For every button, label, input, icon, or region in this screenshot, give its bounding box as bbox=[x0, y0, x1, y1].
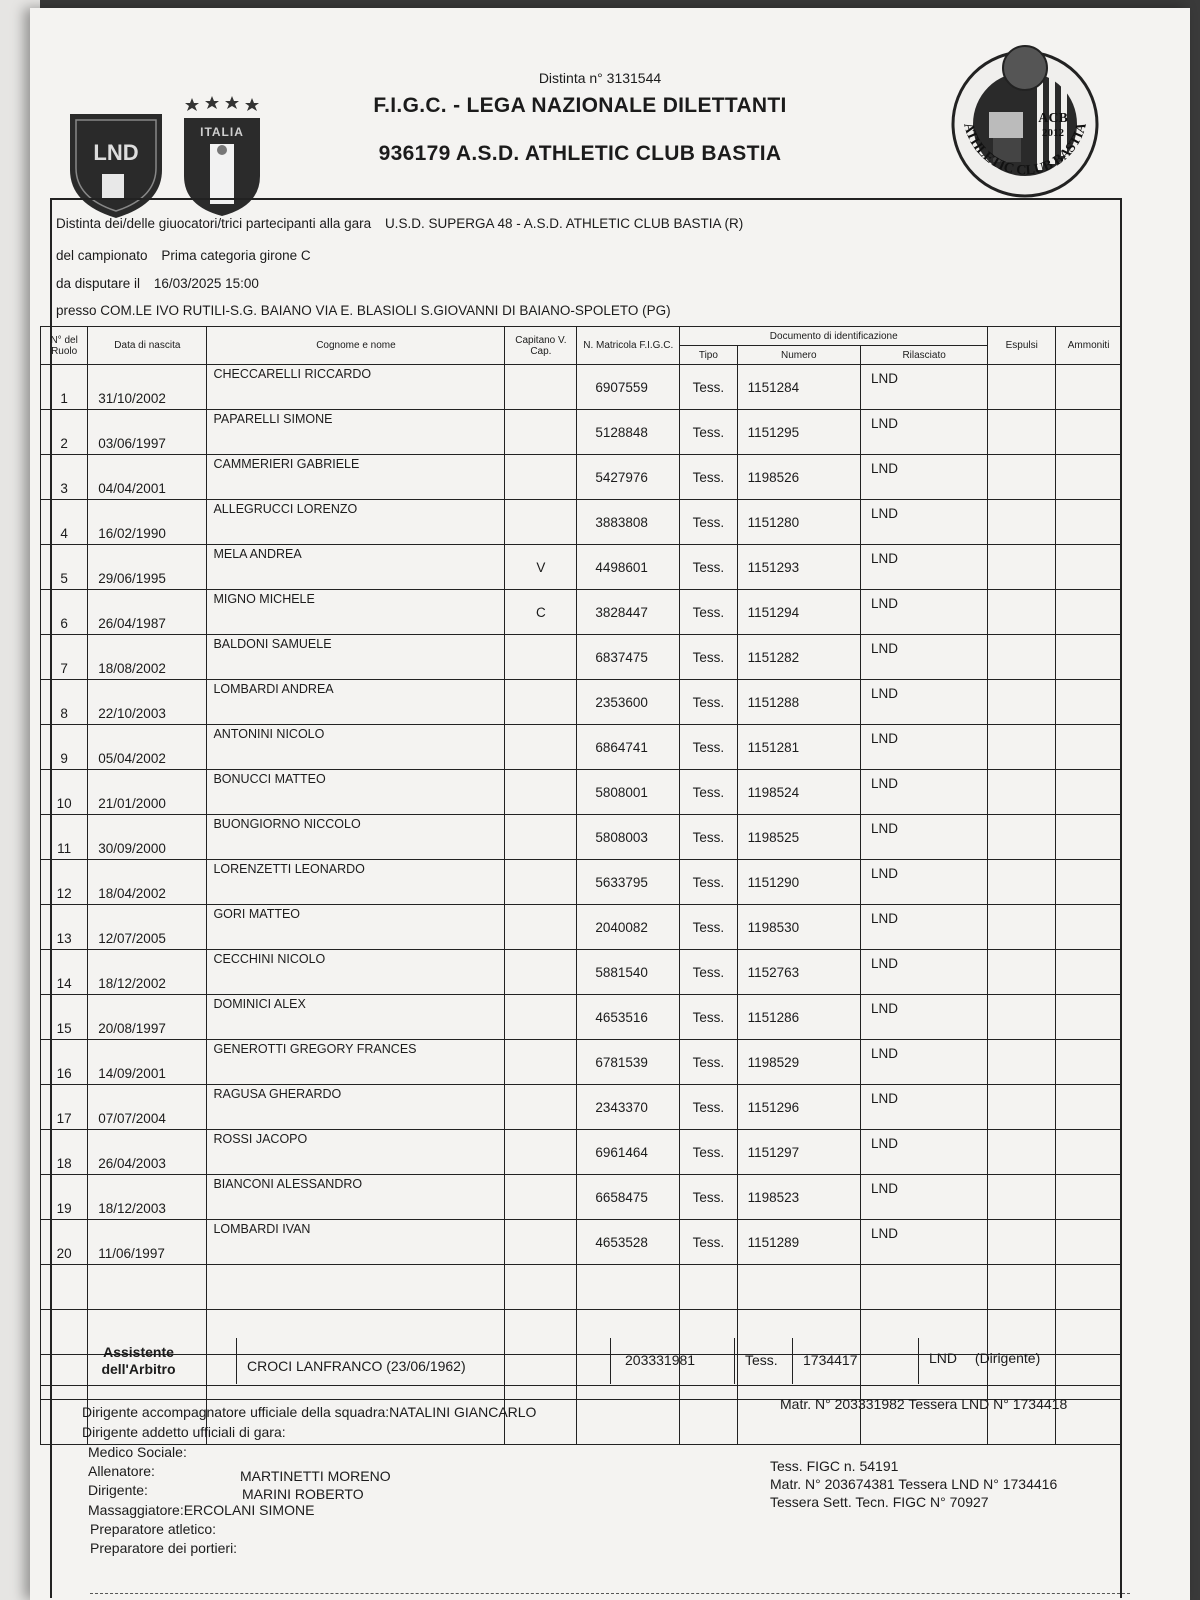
player-name: MELA ANDREA bbox=[207, 545, 505, 590]
player-espulsi-cell bbox=[988, 1265, 1056, 1310]
player-name: LOMBARDI ANDREA bbox=[207, 680, 505, 725]
player-name: BONUCCI MATTEO bbox=[207, 770, 505, 815]
player-role-number: 3 bbox=[41, 455, 88, 500]
player-matricola: 2343370 bbox=[577, 1085, 680, 1130]
player-doc-type: Tess. bbox=[680, 635, 738, 680]
player-doc-type: Tess. bbox=[680, 815, 738, 860]
col-header-document: Documento di identificazione bbox=[680, 327, 988, 346]
player-doc-type: Tess. bbox=[680, 725, 738, 770]
staff-matr-dirigente: Matr. N° 203674381 Tessera LND N° 1734416 bbox=[770, 1476, 1058, 1492]
player-captain-mark bbox=[505, 1085, 577, 1130]
player-captain-mark bbox=[505, 455, 577, 500]
assistant-issuer-text: LND bbox=[929, 1350, 958, 1366]
player-ammoniti-cell bbox=[1056, 950, 1122, 995]
player-role-number: 20 bbox=[41, 1220, 88, 1265]
player-role-number: 16 bbox=[41, 1040, 88, 1085]
player-captain-mark bbox=[505, 770, 577, 815]
col-header-matricola: N. Matricola F.I.G.C. bbox=[577, 327, 680, 365]
player-birth-date: 05/04/2002 bbox=[88, 725, 207, 770]
player-doc-number bbox=[737, 1265, 860, 1310]
player-name: RAGUSA GHERARDO bbox=[207, 1085, 505, 1130]
player-doc-issuer: LND bbox=[860, 950, 987, 995]
player-espulsi-cell bbox=[988, 1175, 1056, 1220]
player-doc-number: 1198530 bbox=[737, 905, 860, 950]
staff-allenatore-label: Allenatore: bbox=[88, 1463, 155, 1479]
player-captain-mark: C bbox=[505, 590, 577, 635]
player-ammoniti-cell bbox=[1056, 770, 1122, 815]
player-birth-date: 07/07/2004 bbox=[88, 1085, 207, 1130]
player-role-number bbox=[41, 1265, 88, 1310]
player-captain-mark bbox=[505, 680, 577, 725]
player-doc-type: Tess. bbox=[680, 410, 738, 455]
player-role-number: 19 bbox=[41, 1175, 88, 1220]
staff-prep-atletico: Preparatore atletico: bbox=[90, 1521, 217, 1537]
player-captain-mark bbox=[505, 905, 577, 950]
col-header-name: Cognome e nome bbox=[207, 327, 505, 365]
player-doc-number: 1151288 bbox=[737, 680, 860, 725]
player-matricola: 6961464 bbox=[577, 1130, 680, 1175]
player-matricola: 4653516 bbox=[577, 995, 680, 1040]
player-doc-number: 1198523 bbox=[737, 1175, 860, 1220]
assistant-role: (Dirigente) bbox=[974, 1350, 1041, 1366]
player-captain-mark: V bbox=[505, 545, 577, 590]
table-row bbox=[41, 455, 1122, 500]
player-matricola: 4498601 bbox=[577, 545, 680, 590]
player-ammoniti-cell bbox=[1056, 455, 1122, 500]
player-ammoniti-cell bbox=[1056, 905, 1122, 950]
player-doc-type: Tess. bbox=[680, 1040, 738, 1085]
player-doc-type: Tess. bbox=[680, 365, 738, 410]
player-doc-number: 1198529 bbox=[737, 1040, 860, 1085]
staff-dirigente-label: Dirigente: bbox=[88, 1482, 148, 1498]
player-doc-number: 1152763 bbox=[737, 950, 860, 995]
col-header-ammoniti: Ammoniti bbox=[1056, 327, 1122, 365]
player-doc-number: 1151282 bbox=[737, 635, 860, 680]
player-matricola: 2353600 bbox=[577, 680, 680, 725]
venue: presso COM.LE IVO RUTILI-S.G. BAIANO VIA E. BLASIOLI S.GIOVANNI DI BAIANO-SPOLETO (PG) bbox=[56, 303, 671, 318]
player-matricola: 5128848 bbox=[577, 410, 680, 455]
player-name: BUONGIORNO NICCOLO bbox=[207, 815, 505, 860]
player-captain-mark bbox=[505, 725, 577, 770]
player-matricola: 4653528 bbox=[577, 1220, 680, 1265]
player-role-number: 9 bbox=[41, 725, 88, 770]
acb-year: 2012 bbox=[1042, 127, 1064, 139]
table-row bbox=[41, 590, 1122, 635]
match-date-line bbox=[56, 276, 259, 291]
assistant-issuer bbox=[919, 1338, 1123, 1384]
player-birth-date: 16/02/1990 bbox=[88, 500, 207, 545]
table-row bbox=[41, 1040, 1122, 1085]
player-ammoniti-cell bbox=[1056, 1040, 1122, 1085]
table-row bbox=[41, 995, 1122, 1040]
player-birth-date: 04/04/2001 bbox=[88, 455, 207, 500]
player-doc-issuer: LND bbox=[860, 995, 987, 1040]
player-espulsi-cell bbox=[988, 1085, 1056, 1130]
staff-massaggiatore: Massaggiatore:ERCOLANI SIMONE bbox=[88, 1502, 315, 1518]
championship-name: Prima categoria girone C bbox=[161, 248, 311, 263]
player-role-number: 7 bbox=[41, 635, 88, 680]
table-row bbox=[41, 1265, 1122, 1310]
championship-line bbox=[56, 248, 311, 263]
player-espulsi-cell bbox=[988, 1040, 1056, 1085]
player-espulsi-cell bbox=[988, 410, 1056, 455]
player-espulsi-cell bbox=[988, 905, 1056, 950]
player-role-number: 12 bbox=[41, 860, 88, 905]
player-doc-type: Tess. bbox=[680, 950, 738, 995]
player-doc-issuer bbox=[860, 1265, 987, 1310]
player-matricola: 6864741 bbox=[577, 725, 680, 770]
assistant-label-line2: dell'Arbitro bbox=[101, 1361, 176, 1377]
player-matricola: 5808001 bbox=[577, 770, 680, 815]
player-name: BIANCONI ALESSANDRO bbox=[207, 1175, 505, 1220]
col-header-num: N° del Ruolo bbox=[41, 327, 88, 365]
table-row bbox=[41, 410, 1122, 455]
player-ammoniti-cell bbox=[1056, 1130, 1122, 1175]
player-captain-mark bbox=[505, 995, 577, 1040]
staff-medico: Medico Sociale: bbox=[88, 1444, 187, 1460]
player-doc-issuer: LND bbox=[860, 1220, 987, 1265]
player-doc-issuer: LND bbox=[860, 1040, 987, 1085]
player-doc-issuer: LND bbox=[860, 725, 987, 770]
player-doc-issuer: LND bbox=[860, 410, 987, 455]
player-birth-date: 20/08/1997 bbox=[88, 995, 207, 1040]
player-matricola: 3883808 bbox=[577, 500, 680, 545]
player-role-number: 17 bbox=[41, 1085, 88, 1130]
player-doc-issuer: LND bbox=[860, 500, 987, 545]
player-espulsi-cell bbox=[988, 995, 1056, 1040]
player-espulsi-cell bbox=[988, 725, 1056, 770]
player-ammoniti-cell bbox=[1056, 860, 1122, 905]
player-doc-number: 1151281 bbox=[737, 725, 860, 770]
player-matricola: 6907559 bbox=[577, 365, 680, 410]
player-doc-issuer: LND bbox=[860, 545, 987, 590]
col-header-tipo: Tipo bbox=[680, 346, 738, 365]
player-captain-mark bbox=[505, 1040, 577, 1085]
staff-allenatore: MARTINETTI MORENO bbox=[240, 1468, 391, 1484]
players-label: Distinta dei/delle giuocatori/trici partecipanti alla gara bbox=[56, 216, 372, 231]
player-ammoniti-cell bbox=[1056, 635, 1122, 680]
player-role-number: 13 bbox=[41, 905, 88, 950]
italia-logo-text: ITALIA bbox=[200, 125, 244, 139]
player-role-number: 15 bbox=[41, 995, 88, 1040]
player-role-number: 1 bbox=[41, 365, 88, 410]
staff-tess-figc: Tess. FIGC n. 54191 bbox=[770, 1458, 899, 1474]
player-ammoniti-cell bbox=[1056, 1220, 1122, 1265]
player-captain-mark bbox=[505, 365, 577, 410]
lnd-logo-text: LND bbox=[93, 140, 139, 165]
table-row bbox=[41, 1085, 1122, 1130]
player-birth-date bbox=[88, 1265, 207, 1310]
player-doc-number: 1151280 bbox=[737, 500, 860, 545]
staff-prep-portieri: Preparatore dei portieri: bbox=[90, 1540, 238, 1556]
player-birth-date: 21/01/2000 bbox=[88, 770, 207, 815]
table-row bbox=[41, 1130, 1122, 1175]
player-birth-date: 18/12/2003 bbox=[88, 1175, 207, 1220]
player-role-number: 14 bbox=[41, 950, 88, 995]
player-role-number bbox=[41, 1400, 88, 1445]
player-espulsi-cell bbox=[988, 770, 1056, 815]
col-header-espulsi: Espulsi bbox=[988, 327, 1056, 365]
document-header bbox=[30, 8, 1190, 208]
player-name: CAMMERIERI GABRIELE bbox=[207, 455, 505, 500]
player-doc-number: 1151289 bbox=[737, 1220, 860, 1265]
player-captain-mark bbox=[505, 860, 577, 905]
staff-tessera-sett: Tessera Sett. Tecn. FIGC N° 70927 bbox=[770, 1494, 989, 1510]
player-espulsi-cell bbox=[988, 1220, 1056, 1265]
player-doc-number: 1151294 bbox=[737, 590, 860, 635]
player-doc-type: Tess. bbox=[680, 590, 738, 635]
player-espulsi-cell bbox=[988, 590, 1056, 635]
player-doc-number: 1151293 bbox=[737, 545, 860, 590]
player-doc-issuer: LND bbox=[860, 455, 987, 500]
player-doc-type: Tess. bbox=[680, 1085, 738, 1130]
player-doc-type: Tess. bbox=[680, 545, 738, 590]
player-name: ROSSI JACOPO bbox=[207, 1130, 505, 1175]
table-row bbox=[41, 905, 1122, 950]
table-row bbox=[41, 680, 1122, 725]
assistant-name: CROCI LANFRANCO (23/06/1962) bbox=[237, 1338, 611, 1384]
player-name: DOMINICI ALEX bbox=[207, 995, 505, 1040]
staff-addetto: Dirigente addetto ufficiali di gara: bbox=[82, 1424, 286, 1440]
col-header-numero: Numero bbox=[737, 346, 860, 365]
player-ammoniti-cell bbox=[1056, 995, 1122, 1040]
player-doc-number: 1151284 bbox=[737, 365, 860, 410]
player-doc-issuer: LND bbox=[860, 815, 987, 860]
table-row bbox=[41, 545, 1122, 590]
col-header-rilasciato: Rilasciato bbox=[860, 346, 987, 365]
col-header-captain: Capitano V. Cap. bbox=[505, 327, 577, 365]
player-role-number: 10 bbox=[41, 770, 88, 815]
notes-divider bbox=[90, 1593, 1130, 1594]
player-birth-date: 18/08/2002 bbox=[88, 635, 207, 680]
date-label: da disputare il bbox=[56, 276, 141, 291]
player-doc-number: 1151296 bbox=[737, 1085, 860, 1130]
player-doc-type: Tess. bbox=[680, 1130, 738, 1175]
player-matricola: 5633795 bbox=[577, 860, 680, 905]
table-row bbox=[41, 365, 1122, 410]
player-doc-issuer: LND bbox=[860, 680, 987, 725]
player-ammoniti-cell bbox=[1056, 365, 1122, 410]
assistant-label-line1: Assistente bbox=[103, 1344, 174, 1360]
player-ammoniti-cell bbox=[1056, 410, 1122, 455]
staff-accompagnatore: Dirigente accompagnatore ufficiale della squadra:NATALINI GIANCARLO bbox=[82, 1404, 537, 1420]
player-doc-type: Tess. bbox=[680, 680, 738, 725]
player-name: LOMBARDI IVAN bbox=[207, 1220, 505, 1265]
match-teams-line bbox=[56, 216, 743, 231]
player-name: MIGNO MICHELE bbox=[207, 590, 505, 635]
player-espulsi-cell bbox=[988, 1130, 1056, 1175]
assistant-doc-number: 1734417 bbox=[793, 1338, 919, 1384]
player-doc-number: 1151295 bbox=[737, 410, 860, 455]
assistant-label bbox=[41, 1338, 237, 1384]
player-matricola: 3828447 bbox=[577, 590, 680, 635]
player-role-number: 18 bbox=[41, 1130, 88, 1175]
player-name bbox=[207, 1265, 505, 1310]
player-matricola: 5881540 bbox=[577, 950, 680, 995]
player-ammoniti-cell bbox=[1056, 545, 1122, 590]
player-role-number: 8 bbox=[41, 680, 88, 725]
player-birth-date: 11/06/1997 bbox=[88, 1220, 207, 1265]
player-doc-type bbox=[680, 1265, 738, 1310]
player-doc-number: 1151297 bbox=[737, 1130, 860, 1175]
player-role-number: 6 bbox=[41, 590, 88, 635]
player-matricola bbox=[577, 1265, 680, 1310]
championship-label: del campionato bbox=[56, 248, 148, 263]
assistant-doc-type: Tess. bbox=[735, 1338, 793, 1384]
player-doc-number: 1151290 bbox=[737, 860, 860, 905]
player-captain-mark bbox=[505, 410, 577, 455]
player-name: CHECCARELLI RICCARDO bbox=[207, 365, 505, 410]
table-row bbox=[41, 635, 1122, 680]
player-espulsi-cell bbox=[988, 365, 1056, 410]
player-name: GORI MATTEO bbox=[207, 905, 505, 950]
player-espulsi-cell bbox=[988, 545, 1056, 590]
player-matricola bbox=[577, 1400, 680, 1445]
player-doc-issuer: LND bbox=[860, 905, 987, 950]
player-ammoniti-cell bbox=[1056, 1085, 1122, 1130]
player-espulsi-cell bbox=[988, 860, 1056, 905]
player-name: LORENZETTI LEONARDO bbox=[207, 860, 505, 905]
player-captain-mark bbox=[505, 1130, 577, 1175]
match-roster-sheet bbox=[30, 8, 1190, 1600]
table-row bbox=[41, 500, 1122, 545]
player-birth-date: 18/12/2002 bbox=[88, 950, 207, 995]
player-doc-issuer: LND bbox=[860, 770, 987, 815]
player-name: GENEROTTI GREGORY FRANCES bbox=[207, 1040, 505, 1085]
player-captain-mark bbox=[505, 500, 577, 545]
player-birth-date: 14/09/2001 bbox=[88, 1040, 207, 1085]
player-name: ALLEGRUCCI LORENZO bbox=[207, 500, 505, 545]
player-doc-type: Tess. bbox=[680, 455, 738, 500]
player-doc-type bbox=[680, 1400, 738, 1445]
referee-assistant-row bbox=[40, 1338, 1122, 1386]
player-doc-issuer: LND bbox=[860, 365, 987, 410]
table-row bbox=[41, 1175, 1122, 1220]
player-doc-type: Tess. bbox=[680, 905, 738, 950]
player-doc-number: 1198525 bbox=[737, 815, 860, 860]
player-espulsi-cell bbox=[988, 950, 1056, 995]
player-role-number: 5 bbox=[41, 545, 88, 590]
player-espulsi-cell bbox=[988, 680, 1056, 725]
player-espulsi-cell bbox=[988, 455, 1056, 500]
player-role-number: 2 bbox=[41, 410, 88, 455]
player-birth-date: 30/09/2000 bbox=[88, 815, 207, 860]
table-row bbox=[41, 770, 1122, 815]
player-ammoniti-cell bbox=[1056, 815, 1122, 860]
player-birth-date: 26/04/2003 bbox=[88, 1130, 207, 1175]
player-name: ANTONINI NICOLO bbox=[207, 725, 505, 770]
player-doc-number: 1198526 bbox=[737, 455, 860, 500]
player-matricola: 5427976 bbox=[577, 455, 680, 500]
player-doc-issuer: LND bbox=[860, 590, 987, 635]
player-ammoniti-cell bbox=[1056, 1265, 1122, 1310]
player-doc-issuer: LND bbox=[860, 860, 987, 905]
col-header-dob: Data di nascita bbox=[88, 327, 207, 365]
staff-dirigente: MARINI ROBERTO bbox=[242, 1486, 364, 1502]
player-doc-issuer: LND bbox=[860, 1085, 987, 1130]
player-doc-issuer: LND bbox=[860, 1130, 987, 1175]
player-captain-mark bbox=[505, 1220, 577, 1265]
player-birth-date: 29/06/1995 bbox=[88, 545, 207, 590]
player-birth-date: 22/10/2003 bbox=[88, 680, 207, 725]
player-captain-mark bbox=[505, 950, 577, 995]
player-name: BALDONI SAMUELE bbox=[207, 635, 505, 680]
player-matricola: 5808003 bbox=[577, 815, 680, 860]
distinta-number: Distinta n° 3131544 bbox=[538, 70, 662, 86]
player-doc-number: 1198524 bbox=[737, 770, 860, 815]
player-doc-issuer: LND bbox=[860, 635, 987, 680]
player-birth-date: 31/10/2002 bbox=[88, 365, 207, 410]
staff-accompagnatore-ids: Matr. N° 203331982 Tessera LND N° 1734418 bbox=[780, 1396, 1068, 1412]
player-role-number: 11 bbox=[41, 815, 88, 860]
player-matricola: 6837475 bbox=[577, 635, 680, 680]
player-ammoniti-cell bbox=[1056, 680, 1122, 725]
player-ammoniti-cell bbox=[1056, 1175, 1122, 1220]
player-birth-date: 03/06/1997 bbox=[88, 410, 207, 455]
acb-monogram: ACB bbox=[1038, 111, 1068, 126]
player-captain-mark bbox=[505, 1175, 577, 1220]
player-espulsi-cell bbox=[988, 635, 1056, 680]
table-row bbox=[41, 1220, 1122, 1265]
player-espulsi-cell bbox=[988, 500, 1056, 545]
player-birth-date: 12/07/2005 bbox=[88, 905, 207, 950]
player-name: CECCHINI NICOLO bbox=[207, 950, 505, 995]
player-matricola: 6658475 bbox=[577, 1175, 680, 1220]
player-birth-date: 26/04/1987 bbox=[88, 590, 207, 635]
player-doc-type: Tess. bbox=[680, 770, 738, 815]
acb-logo-ring-text: ATHLETIC CLUB BASTIA bbox=[960, 121, 1090, 179]
player-doc-type: Tess. bbox=[680, 1220, 738, 1265]
player-ammoniti-cell bbox=[1056, 500, 1122, 545]
player-ammoniti-cell bbox=[1056, 725, 1122, 770]
player-captain-mark bbox=[505, 635, 577, 680]
club-title: 936179 A.S.D. ATHLETIC CLUB BASTIA bbox=[378, 142, 782, 165]
player-doc-type: Tess. bbox=[680, 860, 738, 905]
player-captain-mark bbox=[505, 815, 577, 860]
players-table bbox=[40, 326, 1122, 1445]
athletic-club-bastia-logo bbox=[945, 38, 1105, 198]
player-doc-issuer: LND bbox=[860, 1175, 987, 1220]
table-row bbox=[41, 815, 1122, 860]
player-ammoniti-cell bbox=[1056, 590, 1122, 635]
player-matricola: 6781539 bbox=[577, 1040, 680, 1085]
player-name: PAPARELLI SIMONE bbox=[207, 410, 505, 455]
match-teams: U.S.D. SUPERGA 48 - A.S.D. ATHLETIC CLUB BASTIA (R) bbox=[384, 216, 744, 231]
assistant-matricola: 203331981 bbox=[611, 1338, 735, 1384]
player-matricola: 2040082 bbox=[577, 905, 680, 950]
match-date: 16/03/2025 15:00 bbox=[153, 276, 259, 291]
player-role-number: 4 bbox=[41, 500, 88, 545]
player-doc-type: Tess. bbox=[680, 995, 738, 1040]
player-doc-type: Tess. bbox=[680, 500, 738, 545]
table-row bbox=[41, 950, 1122, 995]
table-row bbox=[41, 725, 1122, 770]
table-row bbox=[41, 860, 1122, 905]
player-doc-type: Tess. bbox=[680, 1175, 738, 1220]
player-captain-mark bbox=[505, 1265, 577, 1310]
player-doc-number: 1151286 bbox=[737, 995, 860, 1040]
venue-line bbox=[56, 303, 671, 318]
player-birth-date: 18/04/2002 bbox=[88, 860, 207, 905]
player-espulsi-cell bbox=[988, 815, 1056, 860]
federation-title: F.I.G.C. - LEGA NAZIONALE DILETTANTI bbox=[373, 94, 787, 117]
